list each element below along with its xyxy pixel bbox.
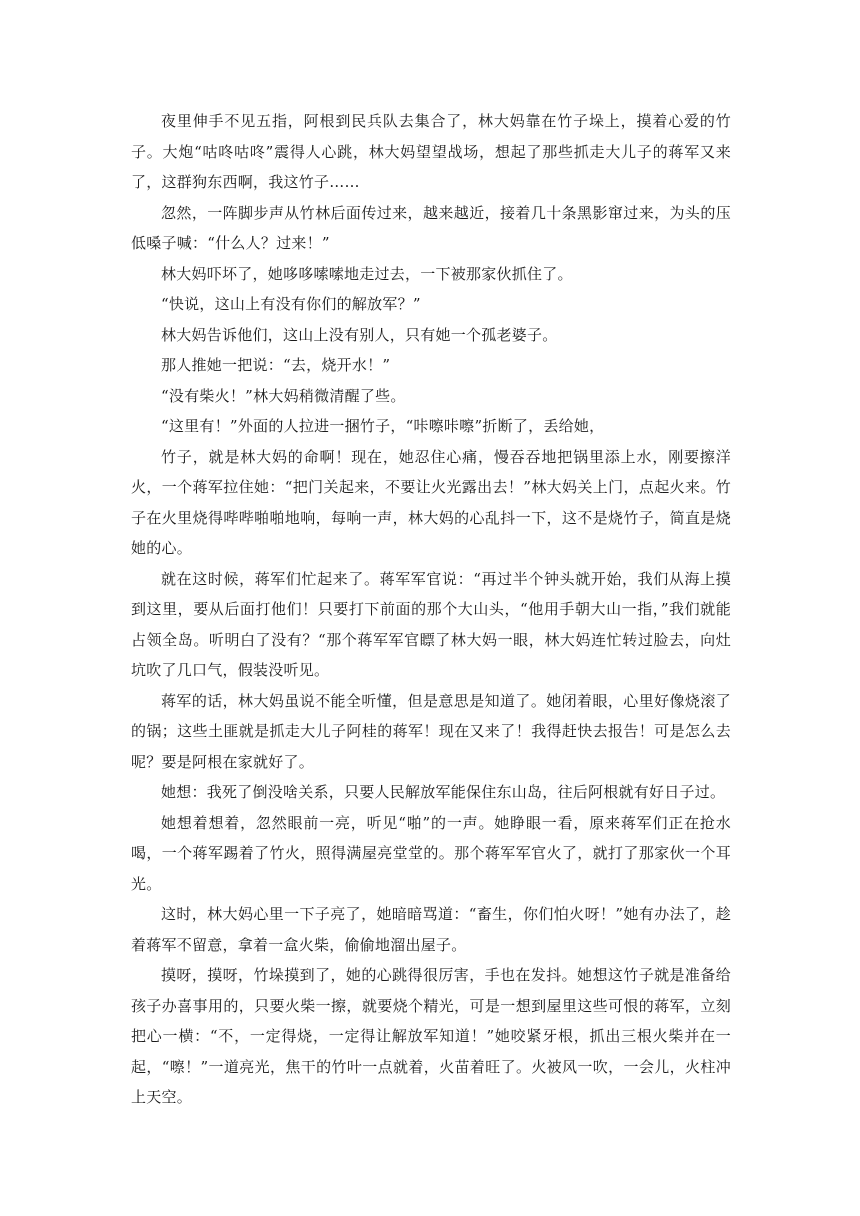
paragraph: 摸呀，摸呀，竹垛摸到了，她的心跳得很厉害，手也在发抖。她想这竹子就是准备给孩子办喜事用的，只要火柴一擦，就要烧个精光，可是一想到屋里这些可恨的蒋军，立刻把心一横：“不，一定得烧，一定得让解放军知道！”她咬紧牙根，抓出三根火柴并在一起，“嚓！”一道亮光，焦干的竹叶一点就着，火苗着旺了。火被风一吹，一会儿，火柱冲上天空。 (131, 966, 731, 1106)
paragraph: 她想：我死了倒没啥关系，只要人民解放军能保住东山岛，往后阿根就有好日子过。 (161, 783, 726, 801)
paragraph: 就在这时候，蒋军们忙起来了。蒋军军官说：“再过半个钟头就开始，我们从海上摸到这里，要从后面打他们！只要打下前面的那个大山头，“他用手朝大山一指，”我们就能占领全岛。听明白了没有？“那个蒋军军官瞟了林大妈一眼，林大妈连忙转过脸去，向灶坑吹了几口气，假装没听见。 (131, 569, 731, 679)
paragraph: 那人推她一把说：“去，烧开水！” (161, 356, 391, 374)
paragraph: 夜里伸手不见五指，阿根到民兵队去集合了，林大妈靠在竹子垛上，摸着心爱的竹子。大炮“咕咚咕咚”震得人心跳，林大妈望望战场，想起了那些抓走大儿子的蒋军又来了，这群狗东西啊，我这竹子…… (131, 112, 731, 191)
paragraph: 她想着想着，忽然眼前一亮，听见“啪”的一声。她睁眼一看，原来蒋军们正在抢水喝，一个蒋军踢着了竹火，照得满屋亮堂堂的。那个蒋军军官火了，就打了那家伙一个耳光。 (131, 813, 731, 893)
paragraph: 林大妈吓坏了，她哆哆嗦嗦地走过去，一下被那家伙抓住了。 (161, 264, 573, 283)
paragraph: 这时，林大妈心里一下子亮了，她暗暗骂道：“畜生，你们怕火呀！”她有办法了，趁着蒋军不留意，拿着一盒火柴，偷偷地溜出屋子。 (131, 905, 731, 954)
story-text (131, 106, 731, 1113)
paragraph: “没有柴火！”林大妈稍微清醒了些。 (161, 386, 406, 405)
paragraph: “这里有！”外面的人拉进一捆竹子，“咔嚓咔嚓”折断了，丢给她， (161, 417, 605, 435)
paragraph: 林大妈告诉他们，这山上没有别人，只有她一个孤老婆子。 (161, 325, 558, 344)
paragraph: 忽然，一阵脚步声从竹林后面传过来，越来越近，接着几十条黑影窜过来，为头的压低嗓子喊：“什么人？过来！” (131, 203, 731, 252)
paragraph: “快说，这山上有没有你们的解放军？” (161, 295, 421, 313)
paragraph: 竹子，就是林大妈的命啊！现在，她忍住心痛，慢吞吞地把锅里添上水，刚要擦洋火，一个蒋军拉住她：“把门关起来，不要让火光露出去！”林大妈关上门，点起火来。竹子在火里烧得哔哔啪啪地响，每响一声，林大妈的心乱抖一下，这不是烧竹子，简直是烧她的心。 (131, 447, 731, 557)
paragraph: 蒋军的话，林大妈虽说不能全听懂，但是意思是知道了。她闭着眼，心里好像烧滚了的锅；这些土匪就是抓走大儿子阿桂的蒋军！现在又来了！我得赶快去报告！可是怎么去呢？要是阿根在家就好了。 (131, 691, 731, 771)
